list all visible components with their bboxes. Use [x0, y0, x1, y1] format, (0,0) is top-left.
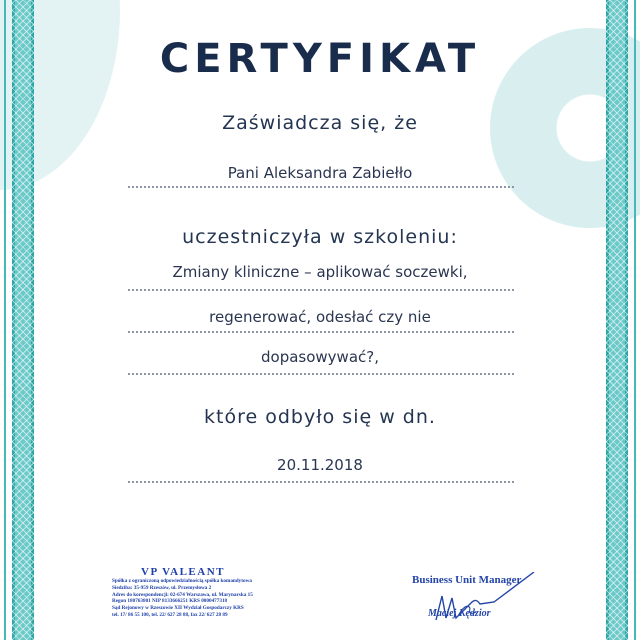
- stamp-company-name: VP VALEANT: [141, 566, 225, 578]
- certificate-title: CERTYFIKAT: [159, 36, 481, 82]
- stamp-line: tel. 17/ 86 55 100, tel. 22/ 627 28 88, fax 22/ 627 28 89: [112, 611, 228, 618]
- stamp-line: Sąd Rejonowy w Rzeszowie XII Wydział Gospodarczy KRS: [112, 605, 244, 612]
- stamp-line: Spółka z ograniczoną odpowiedzialnością spółka komandytowa: [112, 578, 252, 584]
- stamp-line: Regon 180763801 NIP 8133666251 KRS 0000477318: [112, 598, 228, 605]
- attestation-text: Zaświadcza się, że: [222, 112, 418, 134]
- course-title-line-1: Zmiany kliniczne – aplikować soczewki,: [172, 263, 468, 281]
- date-label: które odbyło się w dn.: [204, 406, 436, 428]
- course-title-line-2: regenerować, odesłać czy nie: [209, 308, 431, 326]
- dotted-line: [128, 186, 514, 188]
- participation-label: uczestniczyła w szkoleniu:: [182, 226, 458, 248]
- dotted-line: [128, 331, 514, 333]
- dotted-line: [128, 481, 514, 483]
- dotted-line: [128, 373, 514, 375]
- course-title-line-3: dopasowywać?,: [261, 348, 379, 366]
- stamp-line: Adres do korespondencji: 02-674 Warszawa, ul. Marynarska 15: [112, 591, 253, 598]
- course-date: 20.11.2018: [277, 456, 363, 474]
- dotted-line: [128, 289, 514, 291]
- company-stamp: [112, 566, 282, 619]
- recipient-name: Pani Aleksandra Zabiełło: [227, 164, 413, 182]
- stamp-line: Siedziba: 35-959 Rzeszów, ul. Przemysłowa 2: [112, 584, 212, 591]
- signer-role: Business Unit Manager: [412, 574, 522, 586]
- signature-block: [406, 572, 536, 636]
- signer-name: Maciej Kędzior: [428, 608, 491, 619]
